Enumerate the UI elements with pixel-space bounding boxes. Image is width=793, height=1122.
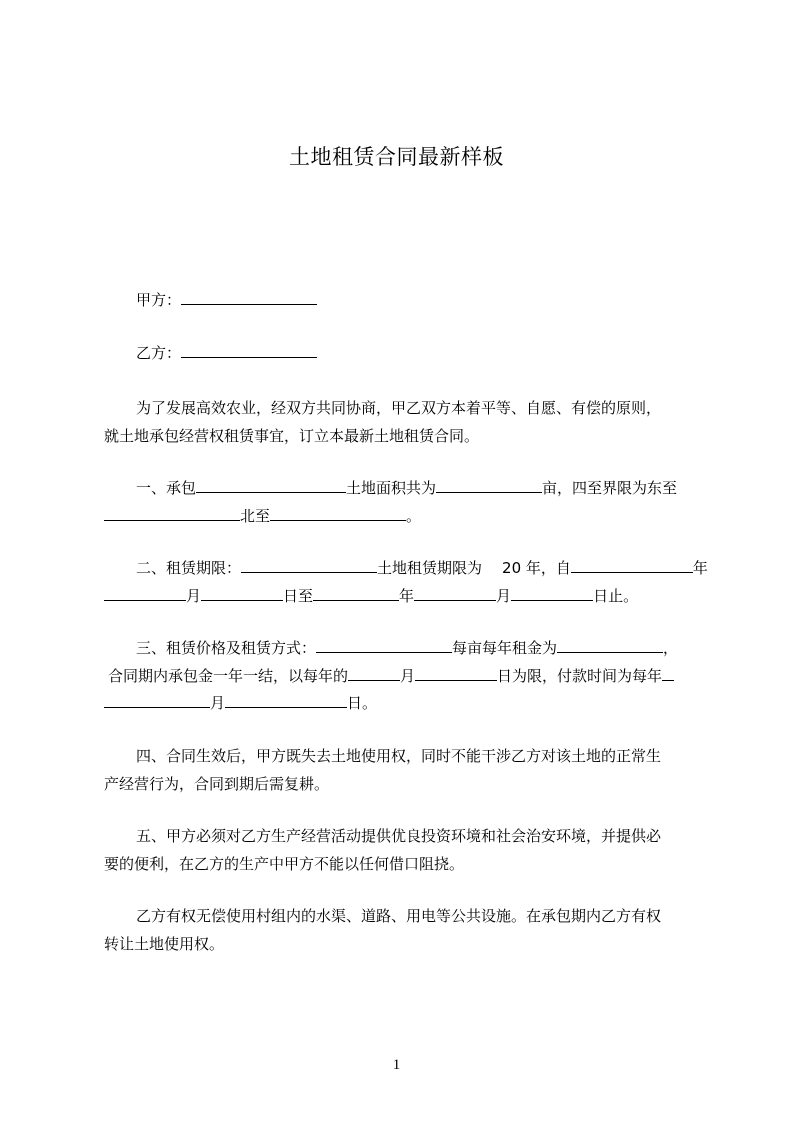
clause-1-text-e: 。 xyxy=(406,507,422,525)
clause-3-pay-day-blank[interactable] xyxy=(225,693,347,708)
clause-2-text-a: 二、租赁期限： xyxy=(136,559,242,577)
clause-3-text-d: 合同期内承包金一年一结，以每年的 xyxy=(108,667,349,685)
party-b-blank[interactable] xyxy=(181,343,317,358)
clause-2-line-1 xyxy=(104,557,746,579)
clause-1-east-blank[interactable] xyxy=(104,506,240,521)
clause-1-line-2 xyxy=(104,505,714,527)
clause-1-line-1 xyxy=(104,477,746,499)
clause-2-blank[interactable] xyxy=(241,558,377,573)
intro-line-1: 为了发展高效农业，经双方共同协商，甲乙双方本着平等、自愿、有偿的原则， xyxy=(136,399,662,417)
party-a-label: 甲方： xyxy=(136,291,182,309)
clause-3-text-c: ， xyxy=(663,639,679,657)
clause-4-line-1: 四、合同生效后，甲方既失去土地使用权，同时不能干涉乙方对该土地的正常生 xyxy=(136,747,662,765)
clause-5-line-2: 要的便利，在乙方的生产中甲方不能以任何借口阻挠。 xyxy=(104,855,465,873)
clause-3-text-h: 日。 xyxy=(347,694,378,712)
party-b-line xyxy=(104,342,746,364)
clause-3-month-blank[interactable] xyxy=(348,666,400,681)
clause-1-text-c: 亩，四至界限为东至 xyxy=(542,479,678,497)
clause-2-start-day-blank[interactable] xyxy=(201,586,283,601)
clause-2-text-i: 日止。 xyxy=(593,587,639,605)
page-number: 1 xyxy=(392,1057,401,1073)
clause-3-pay-month-blank[interactable] xyxy=(104,693,210,708)
document-title: 土地租赁合同最新样板 xyxy=(289,145,504,169)
clause-2-text-b: 土地租赁期限为 xyxy=(377,559,483,577)
clause-1-text-a: 一、承包 xyxy=(136,479,197,497)
clause-1-text-d: 北至 xyxy=(240,507,271,525)
clause-2-end-day-blank[interactable] xyxy=(511,586,593,601)
clause-2-text-h: 月 xyxy=(496,587,512,605)
party-b-label: 乙方： xyxy=(136,344,182,362)
clause-3-text-a: 三、租赁价格及租赁方式： xyxy=(136,639,317,657)
clause-1-north-blank[interactable] xyxy=(270,506,406,521)
clause-3-pay-blank-a[interactable] xyxy=(662,666,674,681)
party-a-blank[interactable] xyxy=(181,290,317,305)
clause-6-line-1: 乙方有权无偿使用村组内的水渠、道路、用电等公共设施。在承包期内乙方有权 xyxy=(136,907,662,925)
clause-2-text-f: 日至 xyxy=(283,587,314,605)
clause-1-contractor-blank[interactable] xyxy=(196,478,346,493)
clause-3-line-2 xyxy=(104,665,714,687)
party-a-line xyxy=(104,289,746,311)
clause-2-text-c: 20 年，自 xyxy=(502,559,571,577)
clause-3-rent-blank[interactable] xyxy=(557,638,663,653)
clause-3-text-b: 每亩每年租金为 xyxy=(452,639,558,657)
clause-2-end-year-blank[interactable] xyxy=(313,586,399,601)
clause-1-text-b: 土地面积共为 xyxy=(346,479,437,497)
clause-3-text-e: 月 xyxy=(400,667,416,685)
clause-3-method-blank[interactable] xyxy=(316,638,452,653)
clause-3-day-blank[interactable] xyxy=(415,666,497,681)
clause-3-text-g: 月 xyxy=(210,694,226,712)
clause-3-line-1 xyxy=(104,637,746,659)
clause-1-area-blank[interactable] xyxy=(436,478,542,493)
intro-line-2: 就土地承包经营权租赁事宜，订立本最新土地租赁合同。 xyxy=(104,427,480,445)
clause-3-text-f: 日为限，付款时间为每年 xyxy=(497,667,663,685)
clause-4-line-2: 产经营行为，合同到期后需复耕。 xyxy=(104,775,330,793)
clause-2-line-2 xyxy=(104,585,714,607)
clause-2-start-month-blank[interactable] xyxy=(104,586,186,601)
clause-5-line-1: 五、甲方必须对乙方生产经营活动提供优良投资环境和社会治安环境，并提供必 xyxy=(136,827,662,845)
clause-2-text-g: 年 xyxy=(399,587,415,605)
clause-2-text-d: 年 xyxy=(692,559,708,577)
clause-2-start-year-blank[interactable] xyxy=(571,558,693,573)
clause-3-line-3 xyxy=(104,692,714,714)
clause-6-line-2: 转让土地使用权。 xyxy=(104,935,225,953)
clause-2-text-e: 月 xyxy=(186,587,202,605)
clause-2-end-month-blank[interactable] xyxy=(414,586,496,601)
